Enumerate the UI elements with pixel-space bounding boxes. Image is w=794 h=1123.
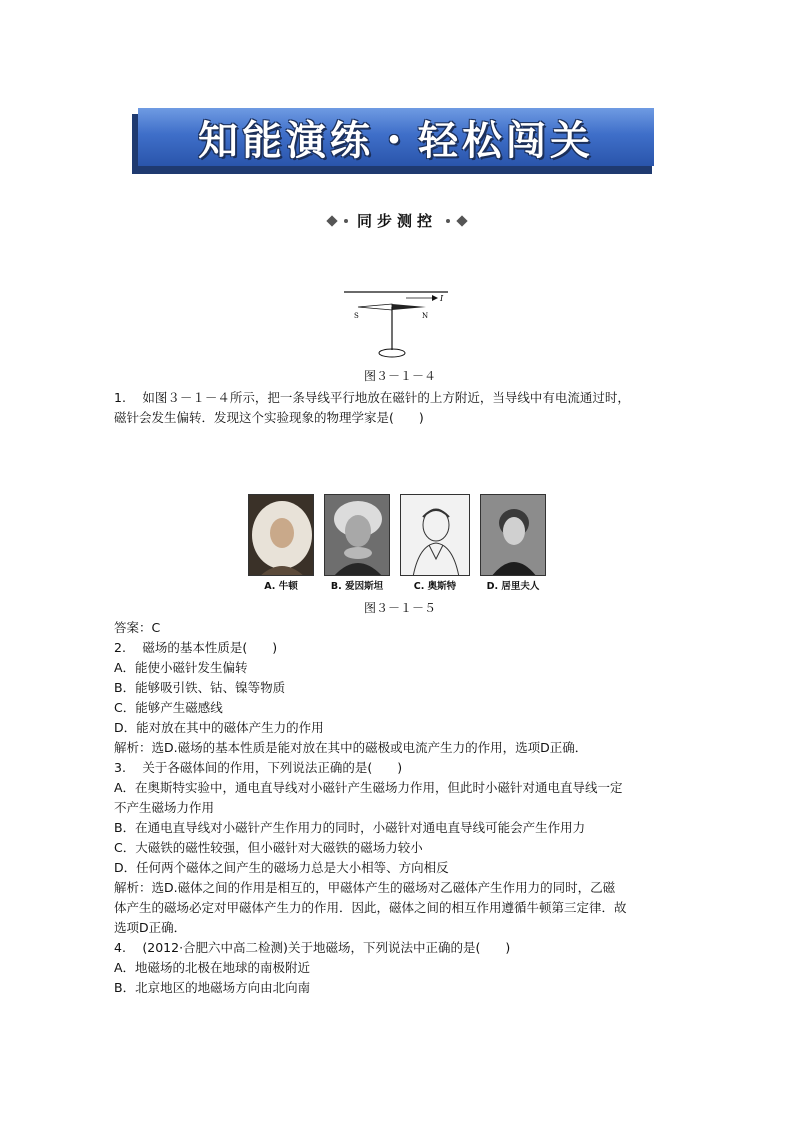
option-b: B．能够吸引铁、钴、镍等物质 (114, 680, 286, 695)
option-b: B．北京地区的地磁场方向由北向南 (114, 980, 311, 995)
figure-caption: 图３－１－５ (364, 601, 437, 615)
portrait-einstein (324, 494, 390, 576)
portrait-newton (248, 494, 314, 576)
diamond-icon (456, 215, 467, 226)
option-d: D．能对放在其中的磁体产生力的作用 (114, 720, 324, 735)
question-stem: 4. (2012·合肥六中高二检测)关于地磁场，下列说法中正确的是( ) (114, 940, 511, 955)
south-label: S (354, 312, 359, 320)
dot-icon (446, 219, 450, 223)
section-header (0, 210, 794, 231)
portrait-label: B. 爱因斯坦 (330, 581, 384, 592)
question-1 (114, 388, 684, 428)
option-c: C．大磁铁的磁性较强，但小磁针对大磁铁的磁场力较小 (114, 840, 423, 855)
analysis-text: 体产生的磁场必定对甲磁体产生力的作用．因此，磁体之间的相互作用遵循牛顿第三定律．故 (114, 900, 627, 915)
diamond-icon (326, 215, 337, 226)
compass-figure (336, 282, 456, 364)
answer-text: 答案：C (114, 620, 161, 635)
question-stem: 磁针会发生偏转．发现这个实验现象的物理学家是( ) (114, 410, 424, 425)
newton-image (249, 495, 314, 576)
current-label: I (440, 294, 444, 303)
needle-north (392, 304, 426, 310)
option-a: A．能使小磁针发生偏转 (114, 660, 248, 675)
north-label: N (422, 312, 429, 320)
option-b: B．在通电直导线对小磁针产生作用力的同时，小磁针对通电直导线可能会产生作用力 (114, 820, 586, 835)
needle-south (358, 304, 392, 310)
analysis-text: 解析：选D.磁体之间的作用是相互的，甲磁体产生的磁场对乙磁体产生作用力的同时，乙磁 (114, 880, 616, 895)
portrait-oersted (400, 494, 470, 576)
portrait-label: A. 牛顿 (264, 581, 298, 592)
einstein-image (325, 495, 390, 576)
question-stem: 3. 关于各磁体间的作用，下列说法正确的是( ) (114, 760, 403, 775)
question-stem: 1. 如图３－１－４所示，把一条导线平行地放在磁针的上方附近，当导线中有电流通过时， (114, 390, 630, 405)
questions-block (114, 618, 684, 998)
option-a: A．地磁场的北极在地球的南极附近 (114, 960, 311, 975)
portraits-figure (248, 494, 550, 590)
option-a: A．在奥斯特实验中，通电直导线对小磁针产生磁场力作用，但此时小磁针对通电直导线一定 (114, 780, 623, 795)
option-a-continued: 不产生磁场力作用 (114, 800, 215, 815)
portrait-label: D. 居里夫人 (486, 581, 540, 592)
banner (138, 108, 654, 166)
question-stem: 2. 磁场的基本性质是( ) (114, 640, 278, 655)
banner-title: 知能演练・轻松闯关 (198, 117, 594, 164)
option-d: D．任何两个磁体之间产生的磁场力总是大小相等、方向相反 (114, 860, 449, 875)
dot-icon (344, 219, 348, 223)
oersted-image (401, 495, 470, 576)
analysis-text: 解析：选D.磁场的基本性质是能对放在其中的磁极或电流产生力的作用，选项D正确． (114, 740, 588, 755)
curie-image (481, 495, 546, 576)
portrait-label: C. 奥斯特 (413, 581, 457, 592)
section-title: 同步测控 (356, 212, 437, 230)
portrait-curie (480, 494, 546, 576)
option-c: C．能够产生磁感线 (114, 700, 223, 715)
figure-caption: 图３－１－４ (364, 369, 437, 383)
analysis-text: 选项D正确． (114, 920, 187, 935)
compass-base (379, 349, 405, 357)
current-arrow-head (432, 295, 438, 301)
